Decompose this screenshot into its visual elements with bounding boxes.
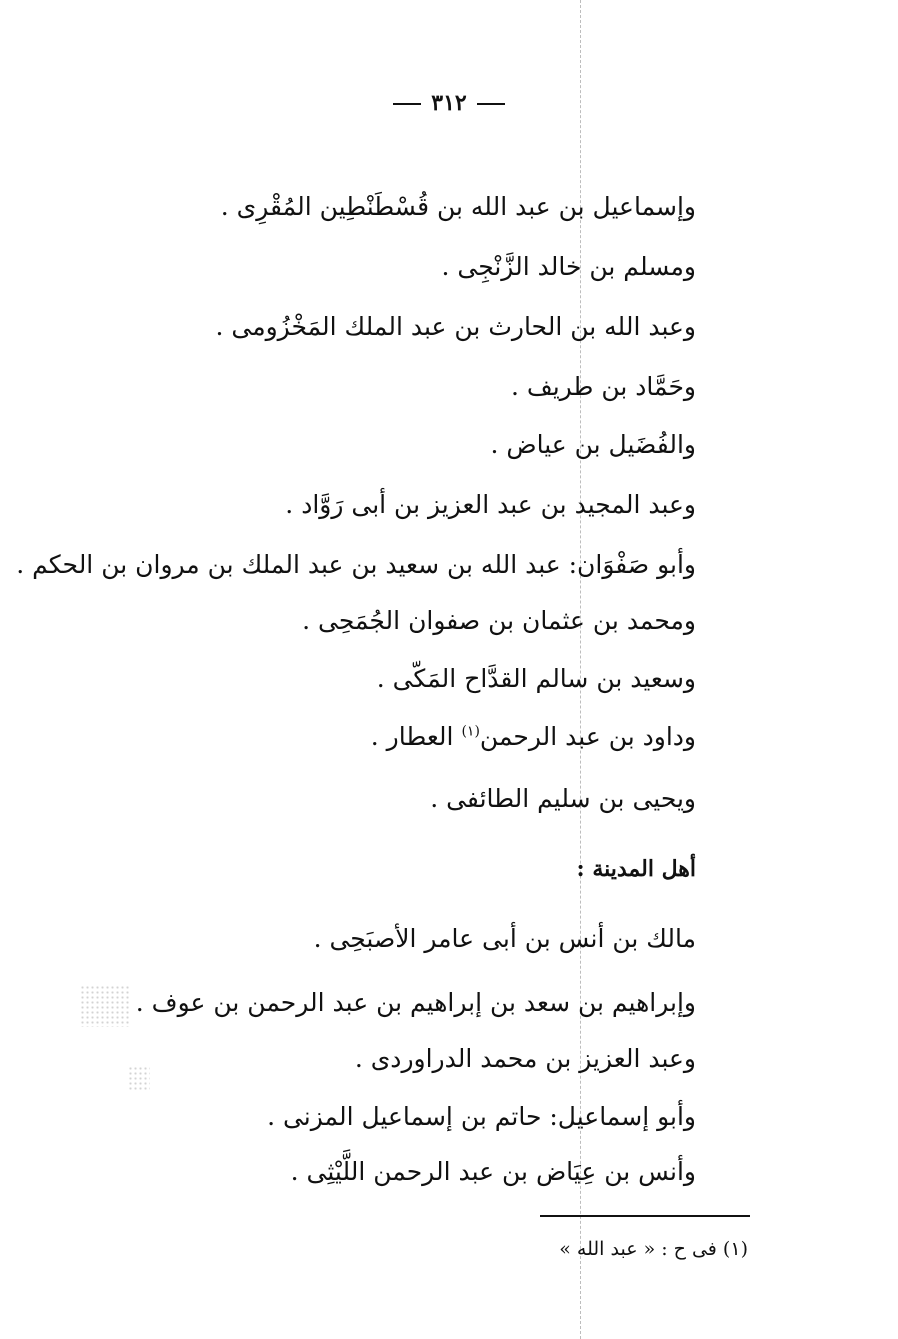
text-line: والفُضَيل بن عياض . <box>490 430 696 459</box>
text-line-part: العطار . <box>370 722 454 751</box>
page-number: ٣١٢ <box>0 90 898 116</box>
section-heading: أهل المدينة : <box>576 856 696 882</box>
margin-speckle <box>80 985 130 1027</box>
text-line: وعبد الله بن الحارث بن عبد الملك المَخْزُومى . <box>215 312 696 341</box>
text-line: وإبراهيم بن سعد بن إبراهيم بن عبد الرحمن بن عوف . <box>135 988 696 1017</box>
text-line: وأبو إسماعيل: حاتم بن إسماعيل المزنى . <box>267 1102 696 1131</box>
text-line: مالك بن أنس بن أبى عامر الأصبَحِى . <box>313 924 696 953</box>
text-line: وأبو صَفْوَان: عبد الله بن سعيد بن عبد الملك بن مروان بن الحكم . <box>16 550 696 579</box>
text-line: وعبد المجيد بن عبد العزيز بن أبى رَوَّاد . <box>285 490 696 519</box>
text-line: ومسلم بن خالد الزَّنْجِى . <box>441 252 696 281</box>
text-line: ويحيى بن سليم الطائفى . <box>430 784 696 813</box>
text-line: وحَمَّاد بن طريف . <box>510 372 696 401</box>
text-line: وإسماعيل بن عبد الله بن قُسْطَنْطِين المُقْرِى . <box>220 192 696 221</box>
footnote: (١) فى ح : « عبد الله » <box>559 1238 748 1260</box>
text-line-with-footnote <box>371 720 696 754</box>
text-line: وأنس بن عِيَاض بن عبد الرحمن اللَّيْثِى . <box>290 1157 696 1186</box>
text-line: وعبد العزيز بن محمد الدراوردى . <box>354 1044 696 1073</box>
footnote-rule <box>540 1215 750 1217</box>
margin-speckle-small <box>128 1066 150 1092</box>
footnote-marker: (١) <box>461 723 480 740</box>
text-line: ومحمد بن عثمان بن صفوان الجُمَحِى . <box>302 606 696 635</box>
text-line-part: وداود بن عبد الرحمن <box>479 722 696 751</box>
text-line: وسعيد بن سالم القدَّاح المَكّى . <box>376 664 696 693</box>
